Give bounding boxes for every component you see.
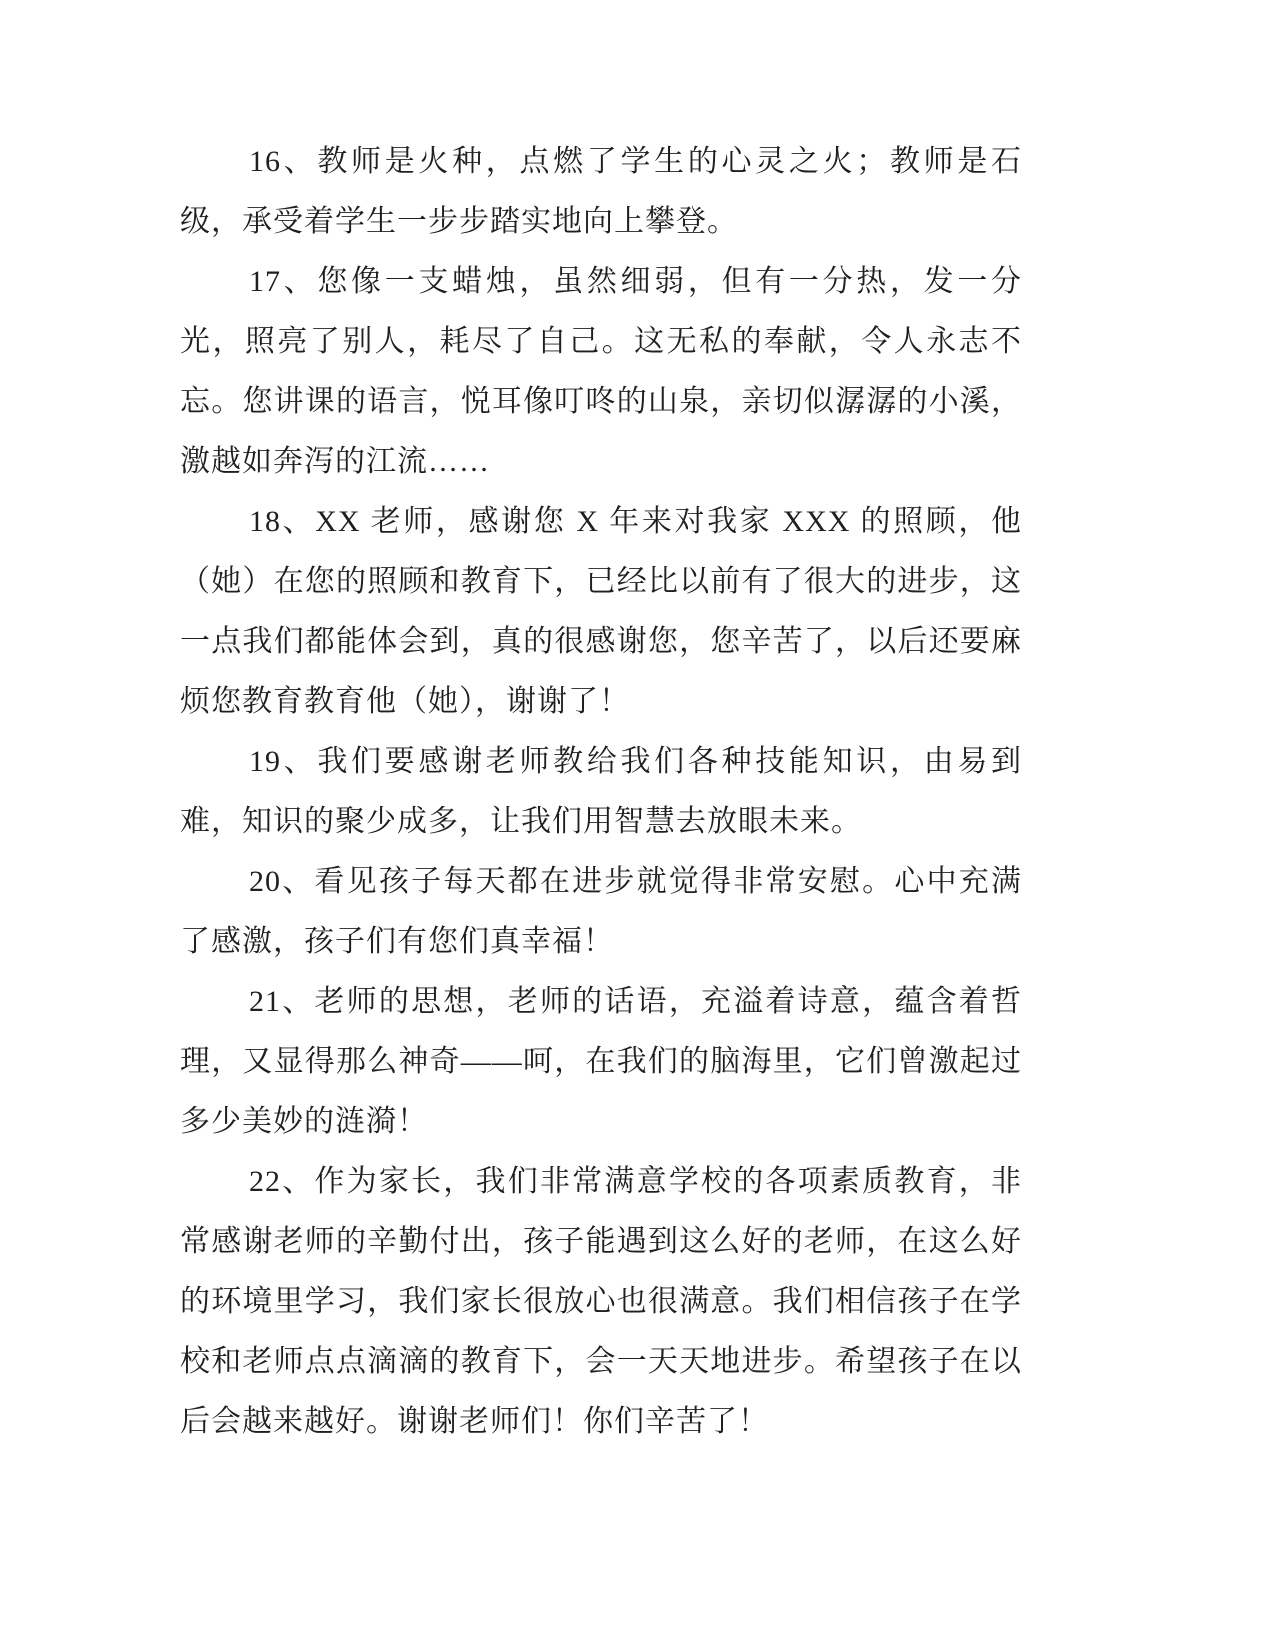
paragraph-18: 18、XX 老师，感谢您 X 年来对我家 XXX 的照顾，他（她）在您的照顾和教育下，已经比以前有了很大的进步，这一点我们都能体会到，真的很感谢您，您辛苦了，以后还要麻烦您教育教育他（她），谢谢了！ bbox=[180, 505, 1022, 718]
document-body bbox=[180, 132, 1022, 1452]
paragraph-16: 16、教师是火种，点燃了学生的心灵之火；教师是石级，承受着学生一步步踏实地向上攀登。 bbox=[180, 145, 1022, 238]
paragraph-17: 17、您像一支蜡烛，虽然细弱，但有一分热，发一分光，照亮了别人，耗尽了自己。这无私的奉献，令人永志不忘。您讲课的语言，悦耳像叮咚的山泉，亲切似潺潺的小溪，激越如奔泻的江流…… bbox=[180, 265, 1022, 478]
paragraph-22: 22、作为家长，我们非常满意学校的各项素质教育，非常感谢老师的辛勤付出，孩子能遇到这么好的老师，在这么好的环境里学习，我们家长很放心也很满意。我们相信孩子在学校和老师点点滴滴的教育下，会一天天地进步。希望孩子在以后会越来越好。谢谢老师们！你们辛苦了！ bbox=[180, 1165, 1022, 1438]
paragraph-21: 21、老师的思想，老师的话语，充溢着诗意，蕴含着哲理，又显得那么神奇——呵，在我们的脑海里，它们曾激起过多少美妙的涟漪！ bbox=[180, 985, 1022, 1138]
paragraph-19: 19、我们要感谢老师教给我们各种技能知识，由易到难，知识的聚少成多，让我们用智慧去放眼未来。 bbox=[180, 745, 1022, 838]
paragraph-20: 20、看见孩子每天都在进步就觉得非常安慰。心中充满了感激，孩子们有您们真幸福！ bbox=[180, 865, 1022, 958]
